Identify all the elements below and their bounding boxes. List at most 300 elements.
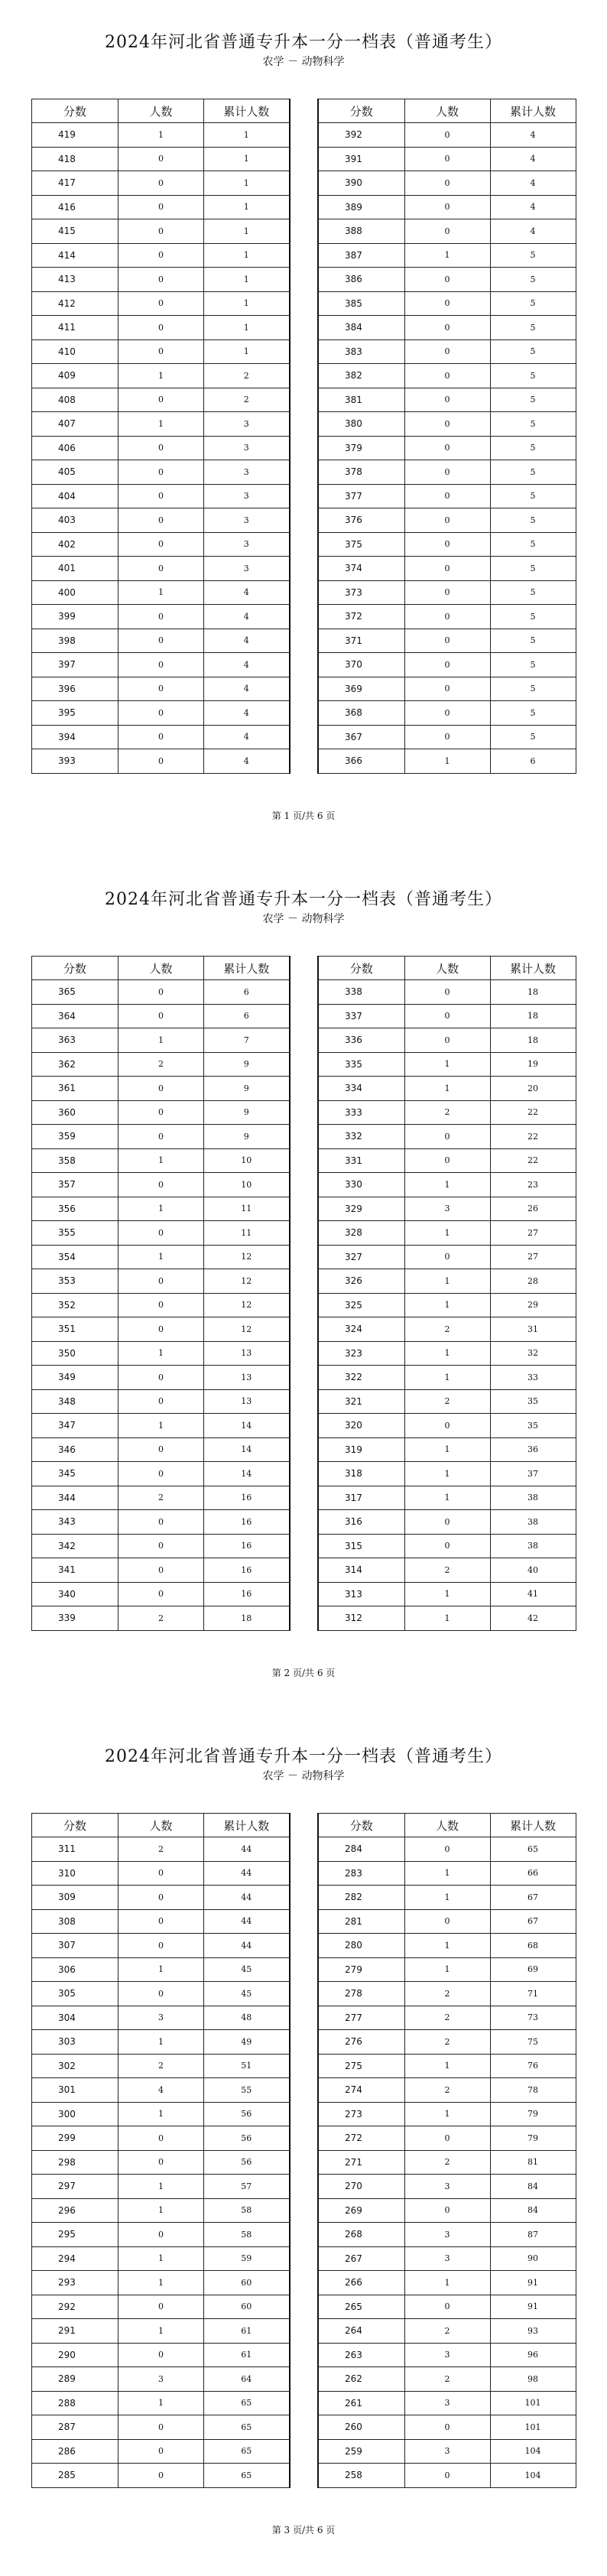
score-cell: 347 [32, 1414, 118, 1438]
cumulative-cell: 16 [204, 1510, 290, 1535]
table-row [318, 2175, 576, 2199]
count-cell: 2 [404, 1982, 490, 2006]
score-cell: 405 [32, 460, 118, 485]
table-row [32, 2271, 290, 2295]
score-cell: 411 [32, 316, 118, 340]
table-row [32, 460, 290, 485]
count-cell: 0 [118, 1886, 204, 1910]
score-cell: 337 [318, 1004, 404, 1028]
cumulative-cell: 11 [204, 1221, 290, 1246]
score-cell: 360 [32, 1100, 118, 1125]
cumulative-cell: 35 [490, 1414, 576, 1438]
cumulative-cell: 12 [204, 1317, 290, 1342]
cumulative-cell: 71 [490, 1982, 576, 2006]
score-cell: 342 [32, 1534, 118, 1558]
cumulative-cell: 76 [490, 2054, 576, 2078]
score-cell: 385 [318, 291, 404, 316]
count-cell: 0 [118, 1077, 204, 1101]
score-cell: 369 [318, 677, 404, 701]
count-cell: 0 [118, 1293, 204, 1317]
header-score: 分数 [32, 957, 118, 980]
cumulative-cell: 13 [204, 1366, 290, 1390]
cumulative-cell: 5 [490, 557, 576, 581]
table-row [32, 339, 290, 364]
count-cell: 0 [118, 1437, 204, 1462]
score-table-left [31, 956, 291, 1631]
count-cell: 0 [118, 2343, 204, 2367]
count-cell: 0 [118, 147, 204, 171]
count-cell: 0 [118, 436, 204, 460]
cumulative-cell: 9 [204, 1100, 290, 1125]
cumulative-cell: 61 [204, 2319, 290, 2344]
cumulative-cell: 4 [490, 219, 576, 244]
score-cell: 346 [32, 1437, 118, 1462]
count-cell: 0 [404, 484, 490, 508]
cumulative-cell: 51 [204, 2054, 290, 2078]
table-row [32, 1052, 290, 1077]
count-cell: 0 [118, 1909, 204, 1934]
count-cell: 0 [118, 605, 204, 629]
score-cell: 293 [32, 2271, 118, 2295]
table-row [318, 1558, 576, 1583]
score-cell: 409 [32, 364, 118, 388]
count-cell: 1 [404, 1293, 490, 1317]
table-row [318, 1293, 576, 1317]
cumulative-cell: 5 [490, 508, 576, 533]
table-row [32, 195, 290, 219]
cumulative-cell: 32 [490, 1341, 576, 1366]
table-row [318, 1221, 576, 1246]
score-cell: 383 [318, 339, 404, 364]
count-cell: 3 [404, 2246, 490, 2271]
cumulative-cell: 7 [204, 1028, 290, 1053]
score-cell: 414 [32, 243, 118, 268]
table-row [32, 1004, 290, 1028]
table-row [318, 2439, 576, 2464]
score-cell: 396 [32, 677, 118, 701]
count-cell: 0 [118, 677, 204, 701]
score-cell: 299 [32, 2126, 118, 2151]
table-row [318, 1957, 576, 1982]
score-cell: 362 [32, 1052, 118, 1077]
table-row [318, 436, 576, 460]
table-row [32, 1909, 290, 1934]
cumulative-cell: 35 [490, 1389, 576, 1414]
cumulative-cell: 104 [490, 2439, 576, 2464]
cumulative-cell: 58 [204, 2223, 290, 2247]
score-cell: 397 [32, 653, 118, 677]
table-row [318, 316, 576, 340]
cumulative-cell: 11 [204, 1197, 290, 1221]
score-cell: 408 [32, 388, 118, 412]
page-subtitle: 农学 － 动物科学 [262, 56, 345, 68]
cumulative-cell: 5 [490, 532, 576, 557]
table-row [32, 2391, 290, 2415]
count-cell: 0 [404, 412, 490, 437]
table-row [318, 557, 576, 581]
table-row [32, 1861, 290, 1886]
count-cell: 0 [404, 1510, 490, 1535]
table-row [318, 653, 576, 677]
table-row [32, 2006, 290, 2030]
cumulative-cell: 5 [490, 605, 576, 629]
table-row [32, 1486, 290, 1510]
score-cell: 321 [318, 1389, 404, 1414]
score-cell: 267 [318, 2246, 404, 2271]
table-row [32, 980, 290, 1005]
table-header-row [32, 957, 290, 980]
cumulative-cell: 4 [204, 749, 290, 774]
count-cell: 0 [404, 316, 490, 340]
cumulative-cell: 38 [490, 1486, 576, 1510]
table-row [32, 653, 290, 677]
count-cell: 0 [118, 388, 204, 412]
table-row [318, 1861, 576, 1886]
page-title: 2024年河北省普通专升本一分一档表（普通考生） [105, 1747, 502, 1766]
count-cell: 0 [118, 243, 204, 268]
table-row [318, 2295, 576, 2319]
table-row [318, 1389, 576, 1414]
table-row [318, 701, 576, 726]
count-cell: 0 [404, 1125, 490, 1149]
table-row [318, 1004, 576, 1028]
table-row [32, 2198, 290, 2223]
header-score: 分数 [318, 1814, 404, 1837]
header-score: 分数 [32, 1814, 118, 1837]
table-row [318, 580, 576, 605]
score-cell: 297 [32, 2175, 118, 2199]
score-cell: 367 [318, 725, 404, 749]
score-cell: 349 [32, 1366, 118, 1390]
table-row [32, 629, 290, 653]
score-cell: 318 [318, 1462, 404, 1486]
cumulative-cell: 3 [204, 508, 290, 533]
score-cell: 351 [32, 1317, 118, 1342]
score-cell: 390 [318, 171, 404, 196]
score-cell: 399 [32, 605, 118, 629]
cumulative-cell: 101 [490, 2415, 576, 2440]
table-row [32, 388, 290, 412]
score-cell: 416 [32, 195, 118, 219]
count-cell: 0 [118, 1173, 204, 1197]
table-header-row [318, 1814, 576, 1837]
score-cell: 389 [318, 195, 404, 219]
count-cell: 3 [404, 2175, 490, 2199]
score-cell: 398 [32, 629, 118, 653]
count-cell: 1 [404, 1606, 490, 1631]
score-cell: 334 [318, 1077, 404, 1101]
score-cell: 320 [318, 1414, 404, 1438]
header-count: 人数 [404, 99, 490, 123]
score-cell: 340 [32, 1582, 118, 1606]
table-row [32, 508, 290, 533]
table-row [32, 1293, 290, 1317]
score-cell: 339 [32, 1606, 118, 1631]
cumulative-cell: 56 [204, 2150, 290, 2175]
cumulative-cell: 44 [204, 1861, 290, 1886]
cumulative-cell: 12 [204, 1245, 290, 1269]
header-count: 人数 [404, 957, 490, 980]
table-row [318, 123, 576, 148]
table-row [318, 1366, 576, 1390]
score-cell: 296 [32, 2198, 118, 2223]
table-row [32, 1173, 290, 1197]
cumulative-cell: 3 [204, 557, 290, 581]
cumulative-cell: 65 [204, 2464, 290, 2488]
count-cell: 1 [404, 1462, 490, 1486]
score-cell: 395 [32, 701, 118, 726]
table-row [318, 291, 576, 316]
count-cell: 0 [404, 2295, 490, 2319]
count-cell: 0 [404, 147, 490, 171]
cumulative-cell: 67 [490, 1886, 576, 1910]
count-cell: 0 [118, 1004, 204, 1028]
table-row [32, 1982, 290, 2006]
cumulative-cell: 3 [204, 412, 290, 437]
table-row [318, 2078, 576, 2103]
table-row [318, 1148, 576, 1173]
cumulative-cell: 65 [204, 2439, 290, 2464]
score-cell: 277 [318, 2006, 404, 2030]
score-cell: 288 [32, 2391, 118, 2415]
cumulative-cell: 79 [490, 2126, 576, 2151]
count-cell: 1 [118, 1245, 204, 1269]
score-cell: 335 [318, 1052, 404, 1077]
count-cell: 0 [404, 291, 490, 316]
table-row [32, 2464, 290, 2488]
score-cell: 319 [318, 1437, 404, 1462]
score-cell: 407 [32, 412, 118, 437]
cumulative-cell: 38 [490, 1510, 576, 1535]
table-row [318, 1886, 576, 1910]
count-cell: 0 [118, 1462, 204, 1486]
count-cell: 1 [118, 364, 204, 388]
count-cell: 0 [404, 2198, 490, 2223]
cumulative-cell: 55 [204, 2078, 290, 2103]
count-cell: 0 [118, 1582, 204, 1606]
score-cell: 324 [318, 1317, 404, 1342]
header-count: 人数 [118, 99, 204, 123]
score-cell: 283 [318, 1861, 404, 1886]
count-cell: 2 [118, 1052, 204, 1077]
cumulative-cell: 56 [204, 2126, 290, 2151]
table-row [32, 123, 290, 148]
table-row [32, 364, 290, 388]
cumulative-cell: 96 [490, 2343, 576, 2367]
table-row [32, 1125, 290, 1149]
score-cell: 325 [318, 1293, 404, 1317]
score-cell: 291 [32, 2319, 118, 2344]
score-cell: 285 [32, 2464, 118, 2488]
cumulative-cell: 16 [204, 1486, 290, 1510]
table-row [318, 1462, 576, 1486]
count-cell: 0 [118, 1269, 204, 1294]
count-cell: 1 [118, 2246, 204, 2271]
cumulative-cell: 37 [490, 1462, 576, 1486]
score-cell: 412 [32, 291, 118, 316]
score-cell: 306 [32, 1957, 118, 1982]
table-row [32, 2126, 290, 2151]
table-row [318, 2150, 576, 2175]
cumulative-cell: 3 [204, 484, 290, 508]
score-cell: 358 [32, 1148, 118, 1173]
count-cell: 1 [404, 1366, 490, 1390]
cumulative-cell: 1 [204, 147, 290, 171]
cumulative-cell: 14 [204, 1414, 290, 1438]
count-cell: 0 [118, 2295, 204, 2319]
table-row [318, 1028, 576, 1053]
score-cell: 278 [318, 1982, 404, 2006]
score-cell: 261 [318, 2391, 404, 2415]
table-row [32, 605, 290, 629]
cumulative-cell: 1 [204, 171, 290, 196]
count-cell: 0 [118, 2150, 204, 2175]
score-cell: 379 [318, 436, 404, 460]
count-cell: 2 [404, 2150, 490, 2175]
table-row [32, 147, 290, 171]
count-cell: 0 [118, 701, 204, 726]
table-row [318, 388, 576, 412]
table-row [32, 1510, 290, 1535]
score-table-left [31, 1813, 291, 2488]
cumulative-cell: 5 [490, 412, 576, 437]
score-cell: 311 [32, 1837, 118, 1862]
score-cell: 388 [318, 219, 404, 244]
score-cell: 345 [32, 1462, 118, 1486]
cumulative-cell: 65 [490, 1837, 576, 1862]
table-header-row [32, 99, 290, 123]
score-cell: 328 [318, 1221, 404, 1246]
cumulative-cell: 87 [490, 2223, 576, 2247]
count-cell: 0 [404, 1245, 490, 1269]
header-count: 人数 [118, 957, 204, 980]
score-cell: 322 [318, 1366, 404, 1390]
cumulative-cell: 79 [490, 2102, 576, 2126]
cumulative-cell: 4 [490, 123, 576, 148]
cumulative-cell: 48 [204, 2006, 290, 2030]
cumulative-cell: 4 [490, 171, 576, 196]
page-footer: 第 1 页/共 6 页 [271, 810, 336, 821]
count-cell: 2 [118, 1837, 204, 1862]
cumulative-cell: 66 [490, 1861, 576, 1886]
count-cell: 0 [118, 557, 204, 581]
table-row [318, 629, 576, 653]
score-cell: 391 [318, 147, 404, 171]
table-row [318, 243, 576, 268]
score-cell: 375 [318, 532, 404, 557]
table-row [318, 460, 576, 485]
score-cell: 274 [318, 2078, 404, 2103]
cumulative-cell: 1 [204, 123, 290, 148]
table-row [32, 291, 290, 316]
page-footer: 第 3 页/共 6 页 [271, 2525, 336, 2535]
score-cell: 401 [32, 557, 118, 581]
cumulative-cell: 5 [490, 388, 576, 412]
count-cell: 2 [404, 1317, 490, 1342]
score-cell: 365 [32, 980, 118, 1005]
count-cell: 0 [118, 2126, 204, 2151]
table-row [318, 412, 576, 437]
table-row [32, 171, 290, 196]
score-cell: 370 [318, 653, 404, 677]
table-row [32, 1028, 290, 1053]
table-row [32, 2439, 290, 2464]
count-cell: 1 [404, 1077, 490, 1101]
score-cell: 373 [318, 580, 404, 605]
cumulative-cell: 5 [490, 725, 576, 749]
cumulative-cell: 1 [204, 291, 290, 316]
count-cell: 0 [404, 580, 490, 605]
count-cell: 0 [118, 1510, 204, 1535]
score-cell: 263 [318, 2343, 404, 2367]
score-cell: 301 [32, 2078, 118, 2103]
cumulative-cell: 65 [204, 2415, 290, 2440]
table-row [318, 2006, 576, 2030]
cumulative-cell: 22 [490, 1125, 576, 1149]
cumulative-cell: 59 [204, 2246, 290, 2271]
table-row [32, 1221, 290, 1246]
cumulative-cell: 3 [204, 532, 290, 557]
count-cell: 0 [404, 195, 490, 219]
score-cell: 298 [32, 2150, 118, 2175]
cumulative-cell: 84 [490, 2175, 576, 2199]
table-row [32, 1197, 290, 1221]
cumulative-cell: 68 [490, 1934, 576, 1958]
score-cell: 419 [32, 123, 118, 148]
cumulative-cell: 1 [204, 243, 290, 268]
score-cell: 286 [32, 2439, 118, 2464]
count-cell: 0 [404, 1028, 490, 1053]
cumulative-cell: 12 [204, 1269, 290, 1294]
header-score: 分数 [318, 99, 404, 123]
cumulative-cell: 5 [490, 243, 576, 268]
table-row [32, 2319, 290, 2344]
score-cell: 326 [318, 1269, 404, 1294]
cumulative-cell: 91 [490, 2271, 576, 2295]
score-cell: 352 [32, 1293, 118, 1317]
count-cell: 1 [118, 2102, 204, 2126]
table-row [32, 2223, 290, 2247]
table-header-row [318, 957, 576, 980]
table-row [318, 2343, 576, 2367]
table-row [318, 1197, 576, 1221]
cumulative-cell: 2 [204, 364, 290, 388]
cumulative-cell: 18 [490, 1004, 576, 1028]
count-cell: 1 [118, 1148, 204, 1173]
count-cell: 2 [118, 1486, 204, 1510]
table-row [318, 484, 576, 508]
count-cell: 1 [118, 1957, 204, 1982]
count-cell: 0 [404, 2415, 490, 2440]
count-cell: 1 [118, 580, 204, 605]
cumulative-cell: 44 [204, 1909, 290, 1934]
header-cumulative: 累计人数 [204, 99, 290, 123]
cumulative-cell: 5 [490, 580, 576, 605]
score-cell: 354 [32, 1245, 118, 1269]
table-row [318, 1414, 576, 1438]
cumulative-cell: 18 [490, 980, 576, 1005]
score-cell: 387 [318, 243, 404, 268]
score-cell: 315 [318, 1534, 404, 1558]
score-cell: 314 [318, 1558, 404, 1583]
table-row [318, 1437, 576, 1462]
score-cell: 364 [32, 1004, 118, 1028]
count-cell: 0 [118, 1125, 204, 1149]
page-footer: 第 2 页/共 6 页 [271, 1668, 336, 1678]
count-cell: 1 [404, 1173, 490, 1197]
count-cell: 3 [404, 1197, 490, 1221]
table-row [32, 2367, 290, 2392]
